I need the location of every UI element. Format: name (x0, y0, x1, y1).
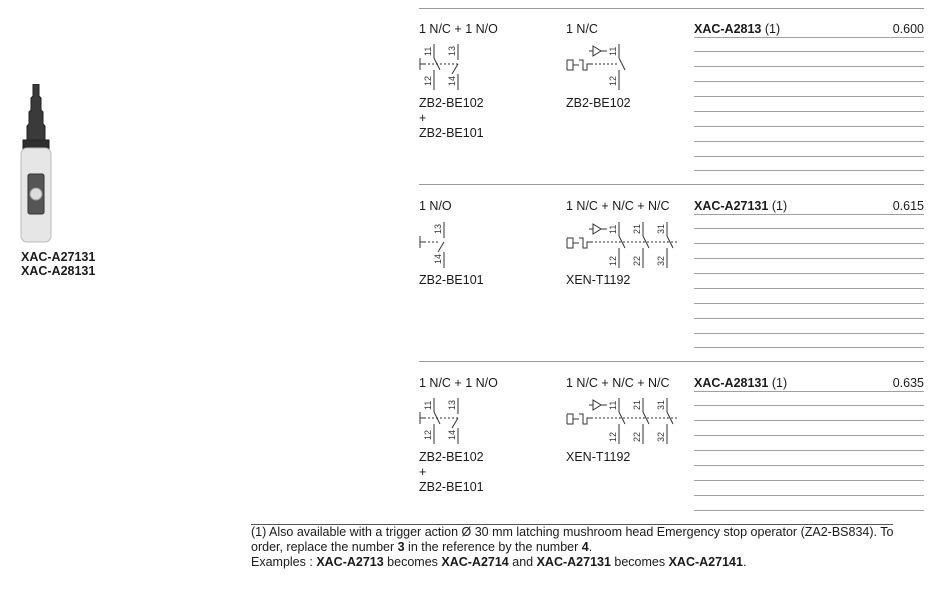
svg-text:11: 11 (608, 224, 618, 234)
blank-line (694, 333, 924, 334)
blank-line (694, 66, 924, 67)
block-ref: ZB2-BE101 (419, 273, 484, 287)
contact-config-2: 1 N/C (566, 22, 598, 36)
footnote-ref: XAC-A2714 (441, 555, 509, 569)
svg-text:13: 13 (447, 45, 457, 56)
svg-text:31: 31 (656, 399, 666, 410)
reference-note: (1) (764, 22, 781, 36)
block-ref: ZB2-BE101 (419, 126, 484, 140)
svg-text:14: 14 (447, 75, 457, 86)
contact-diagram-no (418, 218, 452, 273)
svg-text:11: 11 (608, 46, 618, 56)
blank-line (694, 465, 924, 466)
blank-line (694, 303, 924, 304)
footnote-number: 3 (397, 540, 405, 554)
contact-diagram-nc-no (418, 394, 470, 449)
reference-code: XAC-A2813 (694, 22, 762, 36)
product-ref-1: XAC-A27131 (21, 250, 96, 264)
block-ref: ZB2-BE101 (419, 480, 484, 494)
block-plus: + (419, 111, 427, 125)
reference-entry (694, 376, 924, 391)
footnote-ref: XAC-A2713 (316, 555, 384, 569)
row-divider (419, 361, 924, 362)
svg-text:12: 12 (608, 431, 618, 442)
svg-text:12: 12 (608, 75, 618, 86)
blank-line (694, 420, 924, 421)
block-ref: ZB2-BE102 (419, 450, 484, 464)
svg-text:12: 12 (423, 429, 433, 440)
pendant-station-image (20, 84, 52, 244)
reference-note: (1) (771, 199, 788, 213)
blank-line (694, 96, 924, 97)
footnote-ref: XAC-A27131 (536, 555, 611, 569)
blank-line (694, 243, 924, 244)
blank-line (694, 405, 924, 406)
svg-text:13: 13 (433, 223, 443, 234)
blank-line (694, 495, 924, 496)
block-plus: + (419, 465, 427, 479)
svg-text:14: 14 (447, 429, 457, 440)
table-top-rule (419, 8, 924, 9)
footnote-line-1: (1) Also available with a trigger action Ø 30 mm latching mushroom head Emergency stop operator (ZA2-BS834). To (251, 525, 894, 539)
svg-text:12: 12 (608, 255, 618, 266)
svg-text:12: 12 (423, 75, 433, 86)
svg-text:11: 11 (608, 400, 618, 410)
ref-underline (694, 37, 924, 38)
contact-diagram-nc-mushroom (565, 40, 635, 95)
svg-text:14: 14 (433, 253, 443, 264)
contact-config-2: 1 N/C + N/C + N/C (566, 199, 670, 213)
footnote-text: becomes (383, 555, 442, 569)
blank-line (694, 450, 924, 451)
footnote-text: . (588, 540, 593, 554)
blank-line (694, 170, 924, 171)
blank-line (694, 156, 924, 157)
contact-diagram-3nc-mushroom (565, 218, 685, 275)
blank-line (694, 111, 924, 112)
weight-value: 0.600 (892, 22, 924, 36)
blank-line (694, 288, 924, 289)
svg-text:32: 32 (656, 431, 666, 442)
contact-config-1: 1 N/O (419, 199, 452, 213)
svg-text:11: 11 (423, 400, 433, 410)
blank-line (694, 273, 924, 274)
block-ref: ZB2-BE102 (566, 96, 631, 110)
footnote-text: becomes (610, 555, 669, 569)
blank-line (694, 51, 924, 52)
footnote-text: order, replace the number (251, 540, 398, 554)
blank-line (694, 228, 924, 229)
svg-text:22: 22 (632, 255, 642, 266)
footnote-text: and (508, 555, 537, 569)
blank-line (694, 510, 924, 511)
ref-underline (694, 214, 924, 215)
blank-line (694, 480, 924, 481)
reference-note: (1) (771, 376, 788, 390)
blank-line (694, 318, 924, 319)
blank-line (694, 258, 924, 259)
contact-config-2: 1 N/C + N/C + N/C (566, 376, 670, 390)
block-ref: XEN-T1192 (566, 273, 631, 287)
contact-diagram-nc-no (418, 40, 470, 95)
footnote-ref: XAC-A27141 (668, 555, 743, 569)
block-ref: ZB2-BE102 (419, 96, 484, 110)
svg-text:21: 21 (632, 223, 642, 234)
footnote (251, 524, 931, 570)
svg-text:21: 21 (632, 399, 642, 410)
footnote-text: in the reference by the number (404, 540, 582, 554)
block-ref: XEN-T1192 (566, 450, 631, 464)
svg-text:22: 22 (632, 431, 642, 442)
reference-entry (694, 22, 924, 37)
footnote-text: Examples : (251, 555, 317, 569)
blank-line (694, 435, 924, 436)
footnote-text: . (742, 555, 747, 569)
reference-code: XAC-A27131 (694, 199, 769, 213)
product-ref-2: XAC-A28131 (21, 264, 96, 278)
weight-value: 0.615 (892, 199, 924, 213)
svg-text:11: 11 (423, 46, 433, 56)
svg-text:13: 13 (447, 399, 457, 410)
svg-text:31: 31 (656, 223, 666, 234)
contact-config-1: 1 N/C + 1 N/O (419, 376, 498, 390)
contact-config-1: 1 N/C + 1 N/O (419, 22, 498, 36)
reference-code: XAC-A28131 (694, 376, 769, 390)
reference-entry (694, 199, 924, 214)
ref-underline (694, 391, 924, 392)
blank-line (694, 126, 924, 127)
svg-text:32: 32 (656, 255, 666, 266)
blank-line (694, 141, 924, 142)
contact-diagram-3nc-mushroom (565, 394, 685, 451)
footnote-number: 4 (581, 540, 589, 554)
row-divider (419, 184, 924, 185)
blank-line (694, 81, 924, 82)
blank-line (694, 347, 924, 348)
weight-value: 0.635 (892, 376, 924, 390)
